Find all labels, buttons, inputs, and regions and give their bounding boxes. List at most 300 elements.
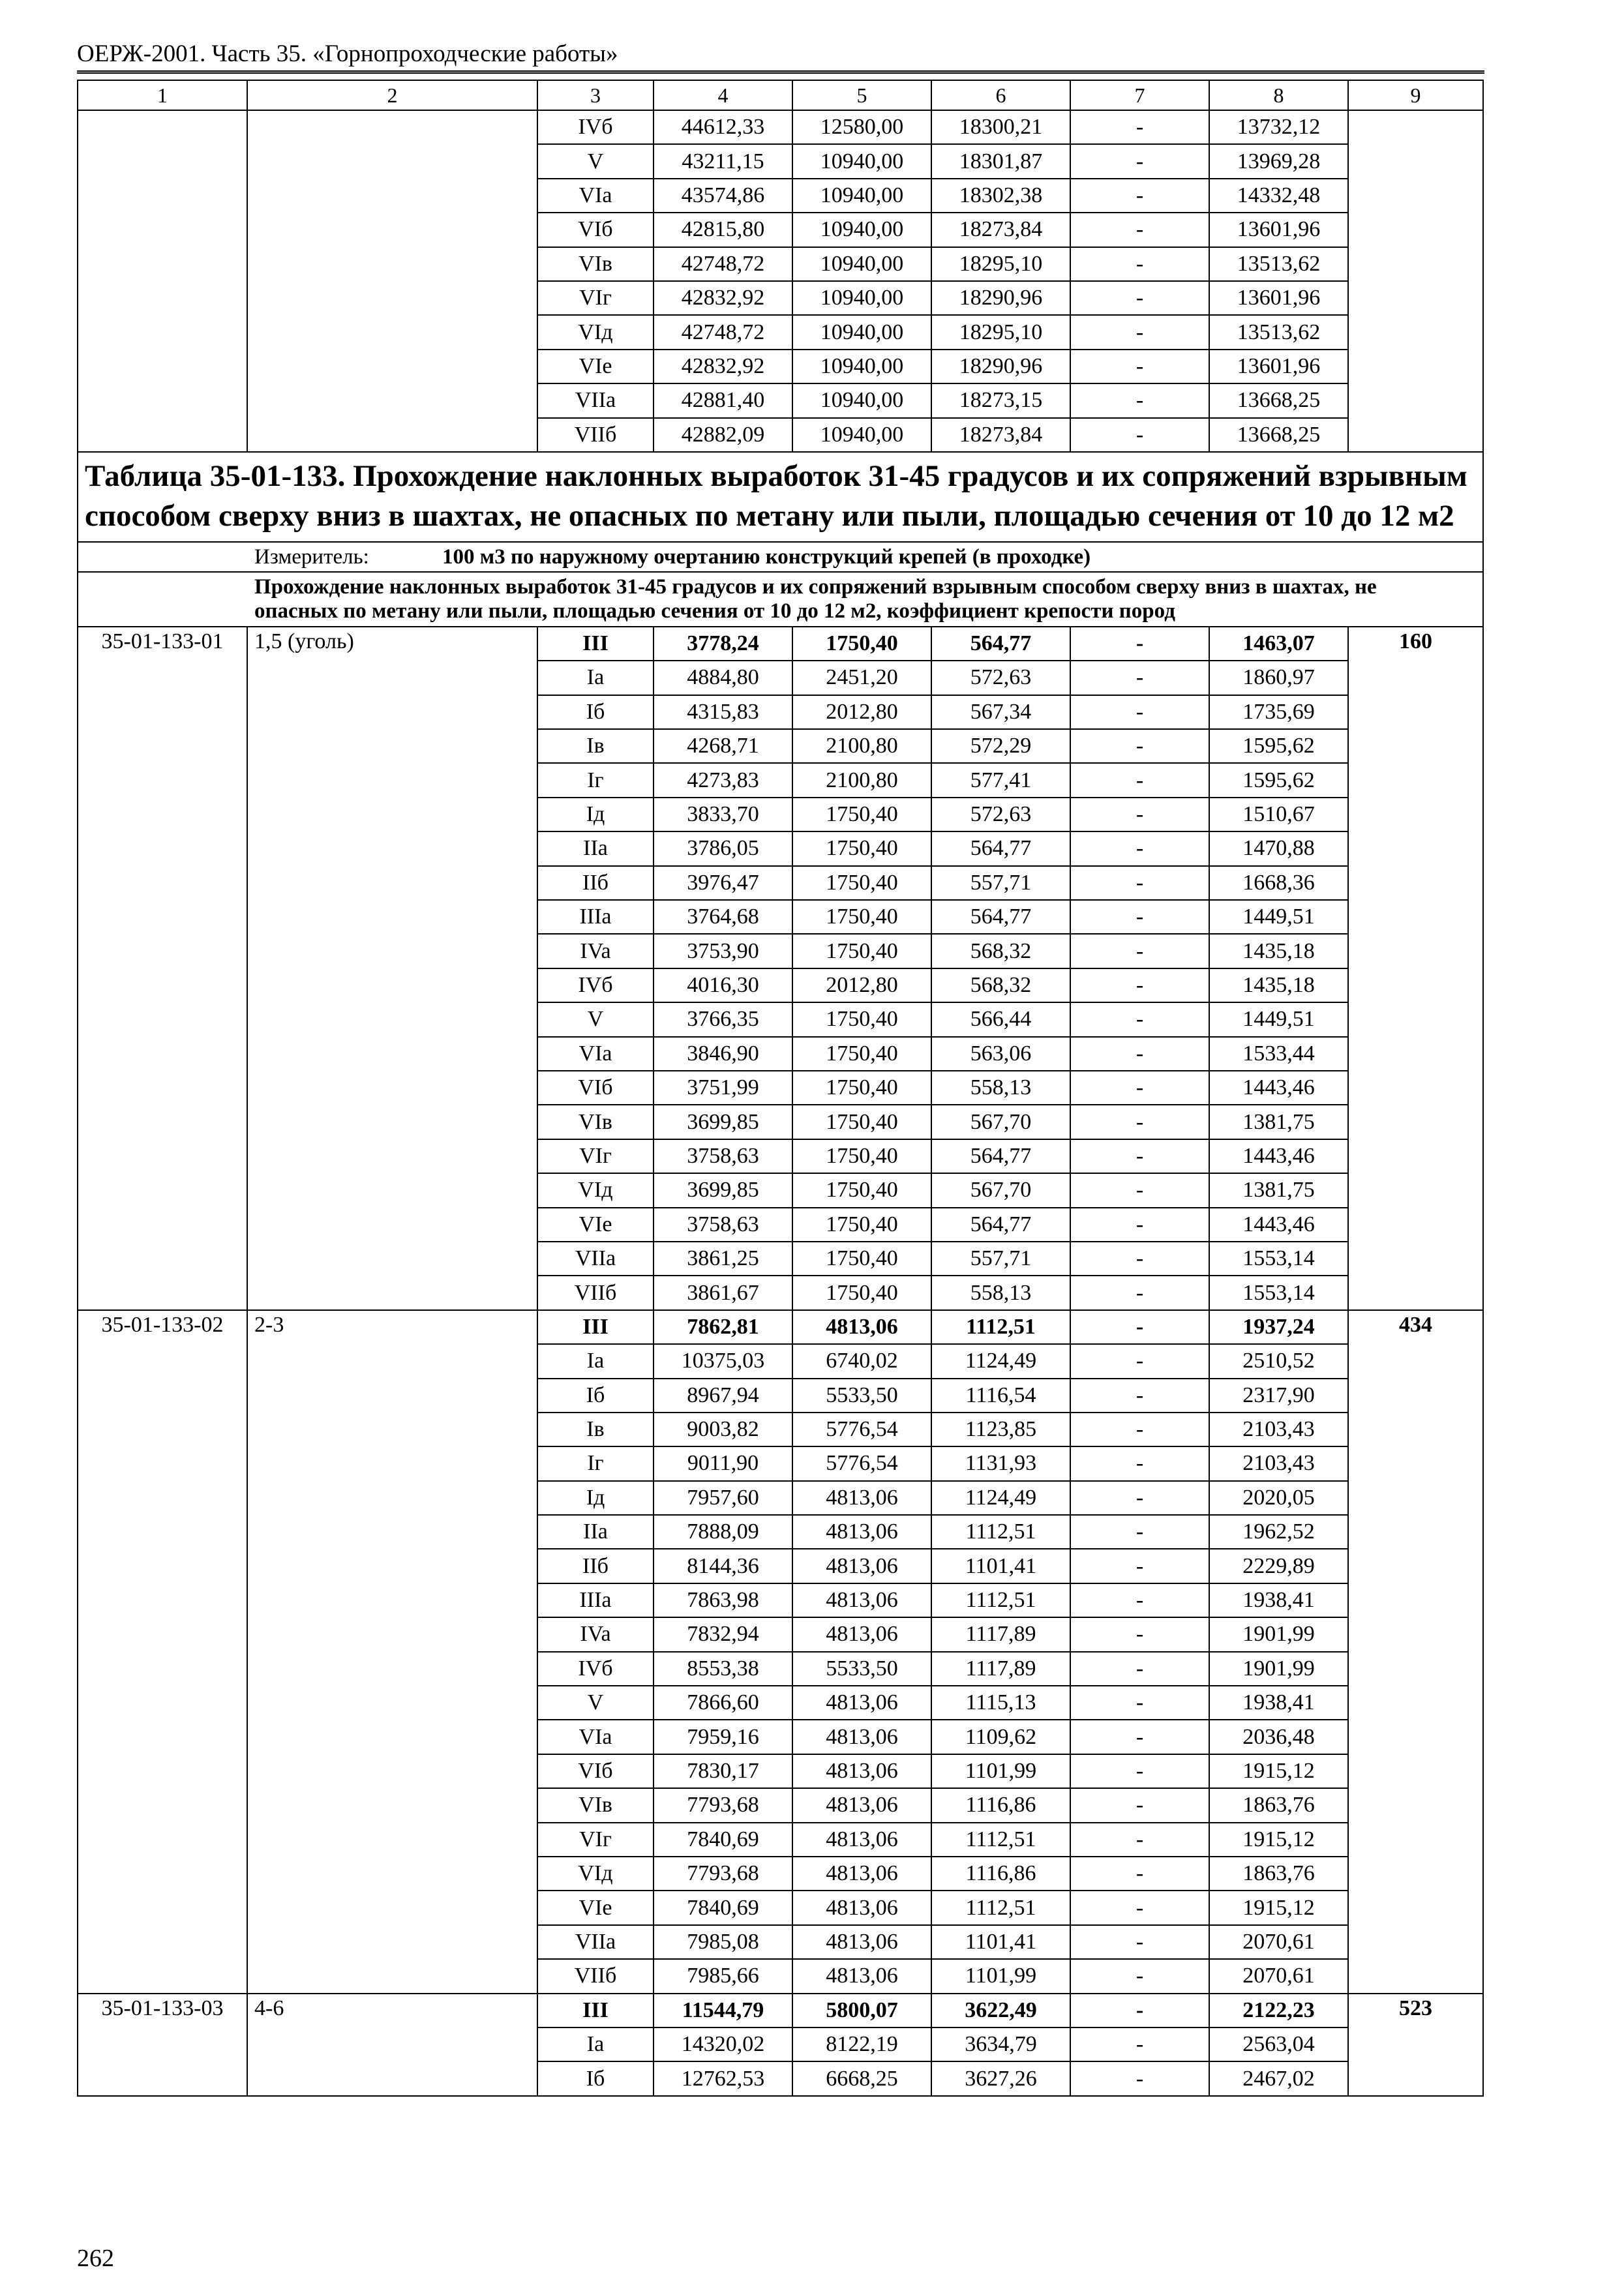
value-cell: 18273,84	[931, 213, 1070, 247]
value-cell: -	[1070, 900, 1209, 934]
value-cell: 6668,25	[792, 2061, 931, 2095]
group-symbol-cell: IVa	[537, 1617, 654, 1651]
group-symbol-cell: IIIa	[537, 1583, 654, 1617]
value-cell: 568,32	[931, 934, 1070, 968]
column-number-cell: 5	[792, 80, 931, 110]
value-cell: 4813,06	[792, 1617, 931, 1651]
table-title-row	[78, 452, 1483, 542]
value-cell: 5800,07	[792, 1994, 931, 2027]
value-cell: 1915,12	[1209, 1754, 1348, 1788]
value-cell: 7830,17	[654, 1754, 792, 1788]
value-cell: 6740,02	[792, 1344, 931, 1378]
value-cell: -	[1070, 1925, 1209, 1959]
value-cell: 3766,35	[654, 1002, 792, 1036]
value-cell: 3833,70	[654, 798, 792, 831]
value-cell: 566,44	[931, 1002, 1070, 1036]
table-row	[78, 627, 1483, 661]
sub-description-row	[78, 572, 1483, 627]
value-cell: 1595,62	[1209, 763, 1348, 797]
value-cell: 7793,68	[654, 1788, 792, 1822]
value-cell: 4813,06	[792, 1515, 931, 1549]
value-cell: -	[1070, 350, 1209, 383]
value-cell: 4268,71	[654, 729, 792, 763]
coefficient-cell: 523	[1348, 1994, 1483, 2096]
value-cell: -	[1070, 179, 1209, 213]
group-symbol-cell: VIIa	[537, 383, 654, 417]
value-cell: 18301,87	[931, 144, 1070, 178]
value-cell: 1112,51	[931, 1891, 1070, 1924]
value-cell: 10940,00	[792, 213, 931, 247]
coefficient-cell	[1348, 110, 1483, 452]
unit-label: Измеритель:	[254, 545, 369, 569]
value-cell: 564,77	[931, 831, 1070, 865]
value-cell: 2229,89	[1209, 1549, 1348, 1583]
column-number-cell: 6	[931, 80, 1070, 110]
value-cell: -	[1070, 627, 1209, 661]
value-cell: -	[1070, 1583, 1209, 1617]
group-symbol-cell: VIд	[537, 1173, 654, 1207]
value-cell: 1443,46	[1209, 1071, 1348, 1105]
value-cell: 1901,99	[1209, 1617, 1348, 1651]
table-row	[78, 1310, 1483, 1344]
group-symbol-cell: VIa	[537, 1720, 654, 1754]
value-cell: 1510,67	[1209, 798, 1348, 831]
group-symbol-cell: VIв	[537, 247, 654, 281]
value-cell: -	[1070, 383, 1209, 417]
value-cell: 2100,80	[792, 763, 931, 797]
value-cell: -	[1070, 418, 1209, 452]
value-cell: 5533,50	[792, 1379, 931, 1413]
value-cell: 2510,52	[1209, 1344, 1348, 1378]
value-cell: -	[1070, 1413, 1209, 1446]
value-cell: 42832,92	[654, 281, 792, 315]
value-cell: 1115,13	[931, 1686, 1070, 1720]
value-cell: 43574,86	[654, 179, 792, 213]
group-symbol-cell: VIIa	[537, 1925, 654, 1959]
value-cell: 7840,69	[654, 1891, 792, 1924]
value-cell: 1750,40	[792, 1208, 931, 1242]
value-cell: 1553,14	[1209, 1276, 1348, 1309]
group-symbol-cell: IVб	[537, 110, 654, 144]
value-cell: 1101,41	[931, 1549, 1070, 1583]
value-cell: 13668,25	[1209, 418, 1348, 452]
value-cell: 7793,68	[654, 1857, 792, 1891]
value-cell: 5533,50	[792, 1652, 931, 1686]
value-cell: 43211,15	[654, 144, 792, 178]
unit-cell	[78, 542, 1483, 572]
value-cell: 1668,36	[1209, 866, 1348, 900]
value-cell: 10940,00	[792, 247, 931, 281]
value-cell: 1116,86	[931, 1857, 1070, 1891]
value-cell: 42881,40	[654, 383, 792, 417]
value-cell: 3699,85	[654, 1105, 792, 1139]
value-cell: 1470,88	[1209, 831, 1348, 865]
value-cell: 1449,51	[1209, 1002, 1348, 1036]
value-cell: 10940,00	[792, 179, 931, 213]
table-row	[78, 1994, 1483, 2027]
page-header: ОЕРЖ-2001. Часть 35. «Горнопроходческие работы»	[77, 38, 1484, 74]
value-cell: 4813,06	[792, 1823, 931, 1857]
value-cell: 5776,54	[792, 1413, 931, 1446]
value-cell: 1750,40	[792, 1105, 931, 1139]
value-cell: -	[1070, 1720, 1209, 1754]
value-cell: 10375,03	[654, 1344, 792, 1378]
value-cell: 1750,40	[792, 1242, 931, 1276]
value-cell: 3846,90	[654, 1037, 792, 1071]
value-cell: 10940,00	[792, 350, 931, 383]
value-cell: 1101,41	[931, 1925, 1070, 1959]
group-symbol-cell: Iв	[537, 729, 654, 763]
group-symbol-cell: III	[537, 1310, 654, 1344]
value-cell: 1750,40	[792, 1071, 931, 1105]
code-cell: 35-01-133-03	[78, 1994, 247, 2096]
value-cell: 2100,80	[792, 729, 931, 763]
value-cell: 558,13	[931, 1071, 1070, 1105]
table-row	[78, 110, 1483, 144]
value-cell: 1915,12	[1209, 1823, 1348, 1857]
value-cell: 8553,38	[654, 1652, 792, 1686]
value-cell: 3778,24	[654, 627, 792, 661]
value-cell: -	[1070, 1242, 1209, 1276]
value-cell: 1750,40	[792, 1002, 931, 1036]
group-symbol-cell: VIе	[537, 350, 654, 383]
value-cell: -	[1070, 1481, 1209, 1515]
value-cell: 1116,54	[931, 1379, 1070, 1413]
value-cell: 18273,84	[931, 418, 1070, 452]
value-cell: 1750,40	[792, 798, 931, 831]
value-cell: 18300,21	[931, 110, 1070, 144]
value-cell: 558,13	[931, 1276, 1070, 1309]
group-symbol-cell: V	[537, 1002, 654, 1036]
value-cell: 5776,54	[792, 1446, 931, 1480]
value-cell: 2317,90	[1209, 1379, 1348, 1413]
value-cell: -	[1070, 1071, 1209, 1105]
group-symbol-cell: Ia	[537, 1344, 654, 1378]
value-cell: 7888,09	[654, 1515, 792, 1549]
value-cell: 1116,86	[931, 1788, 1070, 1822]
value-cell: 13601,96	[1209, 281, 1348, 315]
value-cell: 572,63	[931, 661, 1070, 695]
value-cell: 1124,49	[931, 1481, 1070, 1515]
value-cell: 1750,40	[792, 831, 931, 865]
group-symbol-cell: IVб	[537, 968, 654, 1002]
sub-description: Прохождение наклонных выработок 31-45 градусов и их сопряжений взрывным способом сверху вниз в шахтах, не опасных по метану или пыли, площадью сечения от 10 до 12 м2, коэффициент крепости пород	[78, 572, 1483, 627]
value-cell: 572,29	[931, 729, 1070, 763]
value-cell: 1750,40	[792, 900, 931, 934]
value-cell: 1937,24	[1209, 1310, 1348, 1344]
value-cell: 9011,90	[654, 1446, 792, 1480]
value-cell: 18290,96	[931, 281, 1070, 315]
group-symbol-cell: IIa	[537, 831, 654, 865]
value-cell: 18295,10	[931, 247, 1070, 281]
value-cell: -	[1070, 763, 1209, 797]
value-cell: -	[1070, 1105, 1209, 1139]
value-cell: 1860,97	[1209, 661, 1348, 695]
value-cell: 7863,98	[654, 1583, 792, 1617]
value-cell: 1112,51	[931, 1310, 1070, 1344]
value-cell: 1124,49	[931, 1344, 1070, 1378]
value-cell: 1750,40	[792, 1173, 931, 1207]
column-number-row	[78, 80, 1483, 110]
group-symbol-cell: VIв	[537, 1105, 654, 1139]
value-cell: 1112,51	[931, 1515, 1070, 1549]
value-cell: 4813,06	[792, 1925, 931, 1959]
value-cell: -	[1070, 968, 1209, 1002]
value-cell: 18273,15	[931, 383, 1070, 417]
value-cell: -	[1070, 1959, 1209, 1993]
group-symbol-cell: IIб	[537, 866, 654, 900]
value-cell: 3758,63	[654, 1208, 792, 1242]
group-symbol-cell: IIIa	[537, 900, 654, 934]
description-cell: 1,5 (уголь)	[247, 627, 537, 1310]
value-cell: 12762,53	[654, 2061, 792, 2095]
value-cell: 10940,00	[792, 144, 931, 178]
value-cell: 2451,20	[792, 661, 931, 695]
group-symbol-cell: VIе	[537, 1208, 654, 1242]
value-cell: 4813,06	[792, 1720, 931, 1754]
value-cell: 8122,19	[792, 2027, 931, 2061]
value-cell: 7840,69	[654, 1823, 792, 1857]
value-cell: -	[1070, 1652, 1209, 1686]
value-cell: 13513,62	[1209, 315, 1348, 349]
value-cell: -	[1070, 729, 1209, 763]
value-cell: 567,70	[931, 1105, 1070, 1139]
value-cell: -	[1070, 695, 1209, 729]
group-symbol-cell: Iд	[537, 798, 654, 831]
value-cell: 3758,63	[654, 1139, 792, 1173]
value-cell: -	[1070, 247, 1209, 281]
value-cell: 1381,75	[1209, 1105, 1348, 1139]
value-cell: -	[1070, 1379, 1209, 1413]
group-symbol-cell: VIIб	[537, 418, 654, 452]
value-cell: 4813,06	[792, 1310, 931, 1344]
group-symbol-cell: VIa	[537, 179, 654, 213]
value-cell: 7832,94	[654, 1617, 792, 1651]
value-cell: -	[1070, 315, 1209, 349]
description-cell: 4-6	[247, 1994, 537, 2096]
value-cell: -	[1070, 281, 1209, 315]
value-cell: 1112,51	[931, 1823, 1070, 1857]
group-symbol-cell: VIб	[537, 213, 654, 247]
value-cell: -	[1070, 1823, 1209, 1857]
value-cell: 2012,80	[792, 968, 931, 1002]
value-cell: 3764,68	[654, 900, 792, 934]
value-cell: 3976,47	[654, 866, 792, 900]
value-cell: 1123,85	[931, 1413, 1070, 1446]
value-cell: 1443,46	[1209, 1208, 1348, 1242]
value-cell: -	[1070, 866, 1209, 900]
column-number-cell: 7	[1070, 80, 1209, 110]
value-cell: 1750,40	[792, 934, 931, 968]
description-cell: 2-3	[247, 1310, 537, 1994]
value-cell: 3699,85	[654, 1173, 792, 1207]
value-cell: 1449,51	[1209, 900, 1348, 934]
value-cell: 44612,33	[654, 110, 792, 144]
group-symbol-cell: IVa	[537, 934, 654, 968]
value-cell: -	[1070, 831, 1209, 865]
value-cell: -	[1070, 1515, 1209, 1549]
group-symbol-cell: VIг	[537, 1139, 654, 1173]
value-cell: 1750,40	[792, 866, 931, 900]
value-cell: 1938,41	[1209, 1583, 1348, 1617]
group-symbol-cell: V	[537, 144, 654, 178]
group-symbol-cell: VIв	[537, 1788, 654, 1822]
value-cell: 2467,02	[1209, 2061, 1348, 2095]
group-symbol-cell: VIIб	[537, 1276, 654, 1309]
value-cell: 2103,43	[1209, 1446, 1348, 1480]
value-cell: 4813,06	[792, 1959, 931, 1993]
value-cell: 1101,99	[931, 1754, 1070, 1788]
group-symbol-cell: VIг	[537, 281, 654, 315]
value-cell: -	[1070, 798, 1209, 831]
group-symbol-cell: VIб	[537, 1071, 654, 1105]
value-cell: 2070,61	[1209, 1959, 1348, 1993]
value-cell: 572,63	[931, 798, 1070, 831]
code-cell: 35-01-133-01	[78, 627, 247, 1310]
column-number-cell: 9	[1348, 80, 1483, 110]
value-cell: 4813,06	[792, 1481, 931, 1515]
value-cell: 42832,92	[654, 350, 792, 383]
value-cell: -	[1070, 1173, 1209, 1207]
value-cell: -	[1070, 1139, 1209, 1173]
value-cell: 4884,80	[654, 661, 792, 695]
group-symbol-cell: Iб	[537, 1379, 654, 1413]
value-cell: -	[1070, 2061, 1209, 2095]
column-number-cell: 8	[1209, 80, 1348, 110]
value-cell: -	[1070, 1788, 1209, 1822]
group-symbol-cell: VIе	[537, 1891, 654, 1924]
value-cell: 1735,69	[1209, 695, 1348, 729]
column-number-cell: 3	[537, 80, 654, 110]
coefficient-cell: 434	[1348, 1310, 1483, 1994]
group-symbol-cell: VIIб	[537, 1959, 654, 1993]
value-cell: 567,70	[931, 1173, 1070, 1207]
value-cell: -	[1070, 1891, 1209, 1924]
value-cell: -	[1070, 1208, 1209, 1242]
value-cell: 1463,07	[1209, 627, 1348, 661]
value-cell: 2036,48	[1209, 1720, 1348, 1754]
value-cell: 7959,16	[654, 1720, 792, 1754]
value-cell: -	[1070, 661, 1209, 695]
coefficient-cell: 160	[1348, 627, 1483, 1310]
group-symbol-cell: Iб	[537, 2061, 654, 2095]
value-cell: 42882,09	[654, 418, 792, 452]
group-symbol-cell: IIa	[537, 1515, 654, 1549]
value-cell: -	[1070, 1994, 1209, 2027]
value-cell: 3861,67	[654, 1276, 792, 1309]
value-cell: 1962,52	[1209, 1515, 1348, 1549]
unit-row	[78, 542, 1483, 572]
value-cell: 18290,96	[931, 350, 1070, 383]
value-cell: -	[1070, 1857, 1209, 1891]
value-cell: 7862,81	[654, 1310, 792, 1344]
column-number-cell: 2	[247, 80, 537, 110]
group-symbol-cell: Iг	[537, 1446, 654, 1480]
value-cell: 7866,60	[654, 1686, 792, 1720]
group-symbol-cell: VIб	[537, 1754, 654, 1788]
value-cell: -	[1070, 934, 1209, 968]
value-cell: 2122,23	[1209, 1994, 1348, 2027]
value-cell: 13668,25	[1209, 383, 1348, 417]
value-cell: 577,41	[931, 763, 1070, 797]
value-cell: 1117,89	[931, 1617, 1070, 1651]
value-cell: -	[1070, 1549, 1209, 1583]
value-cell: 568,32	[931, 968, 1070, 1002]
value-cell: 564,77	[931, 627, 1070, 661]
value-cell: 2020,05	[1209, 1481, 1348, 1515]
value-cell: 4813,06	[792, 1754, 931, 1788]
value-cell: 12580,00	[792, 110, 931, 144]
value-cell: 7985,08	[654, 1925, 792, 1959]
value-cell: 1381,75	[1209, 1173, 1348, 1207]
group-symbol-cell: VIa	[537, 1037, 654, 1071]
value-cell: 14320,02	[654, 2027, 792, 2061]
value-cell: -	[1070, 1617, 1209, 1651]
value-cell: -	[1070, 1754, 1209, 1788]
value-cell: 14332,48	[1209, 179, 1348, 213]
code-cell	[78, 110, 247, 452]
value-cell: -	[1070, 1686, 1209, 1720]
description-cell	[247, 110, 537, 452]
value-cell: 4315,83	[654, 695, 792, 729]
value-cell: 1863,76	[1209, 1857, 1348, 1891]
value-cell: 3622,49	[931, 1994, 1070, 2027]
group-symbol-cell: III	[537, 627, 654, 661]
value-cell: 564,77	[931, 900, 1070, 934]
column-number-cell: 4	[654, 80, 792, 110]
value-cell: 18302,38	[931, 179, 1070, 213]
value-cell: 564,77	[931, 1208, 1070, 1242]
value-cell: 4016,30	[654, 968, 792, 1002]
value-cell: 1863,76	[1209, 1788, 1348, 1822]
group-symbol-cell: Iв	[537, 1413, 654, 1446]
group-symbol-cell: VIд	[537, 1857, 654, 1891]
value-cell: 1750,40	[792, 1037, 931, 1071]
value-cell: 3861,25	[654, 1242, 792, 1276]
code-cell: 35-01-133-02	[78, 1310, 247, 1994]
value-cell: 10940,00	[792, 315, 931, 349]
value-cell: 1117,89	[931, 1652, 1070, 1686]
value-cell: 13969,28	[1209, 144, 1348, 178]
value-cell: 1750,40	[792, 627, 931, 661]
value-cell: 4813,06	[792, 1549, 931, 1583]
value-cell: 9003,82	[654, 1413, 792, 1446]
value-cell: 1443,46	[1209, 1139, 1348, 1173]
value-cell: 42815,80	[654, 213, 792, 247]
value-cell: 3751,99	[654, 1071, 792, 1105]
group-symbol-cell: III	[537, 1994, 654, 2027]
group-symbol-cell: Iд	[537, 1481, 654, 1515]
value-cell: -	[1070, 1276, 1209, 1309]
value-cell: -	[1070, 1344, 1209, 1378]
value-cell: 13732,12	[1209, 110, 1348, 144]
value-cell: 1131,93	[931, 1446, 1070, 1480]
value-cell: 1533,44	[1209, 1037, 1348, 1071]
table-body	[78, 80, 1483, 2096]
value-cell: 1750,40	[792, 1139, 931, 1173]
value-cell: 3753,90	[654, 934, 792, 968]
group-symbol-cell: Iг	[537, 763, 654, 797]
group-symbol-cell: VIг	[537, 1823, 654, 1857]
value-cell: 1915,12	[1209, 1891, 1348, 1924]
value-cell: 2012,80	[792, 695, 931, 729]
value-cell: 7985,66	[654, 1959, 792, 1993]
value-cell: 1101,99	[931, 1959, 1070, 1993]
value-cell: -	[1070, 2027, 1209, 2061]
value-cell: 4813,06	[792, 1891, 931, 1924]
group-symbol-cell: Ia	[537, 661, 654, 695]
value-cell: 567,34	[931, 695, 1070, 729]
